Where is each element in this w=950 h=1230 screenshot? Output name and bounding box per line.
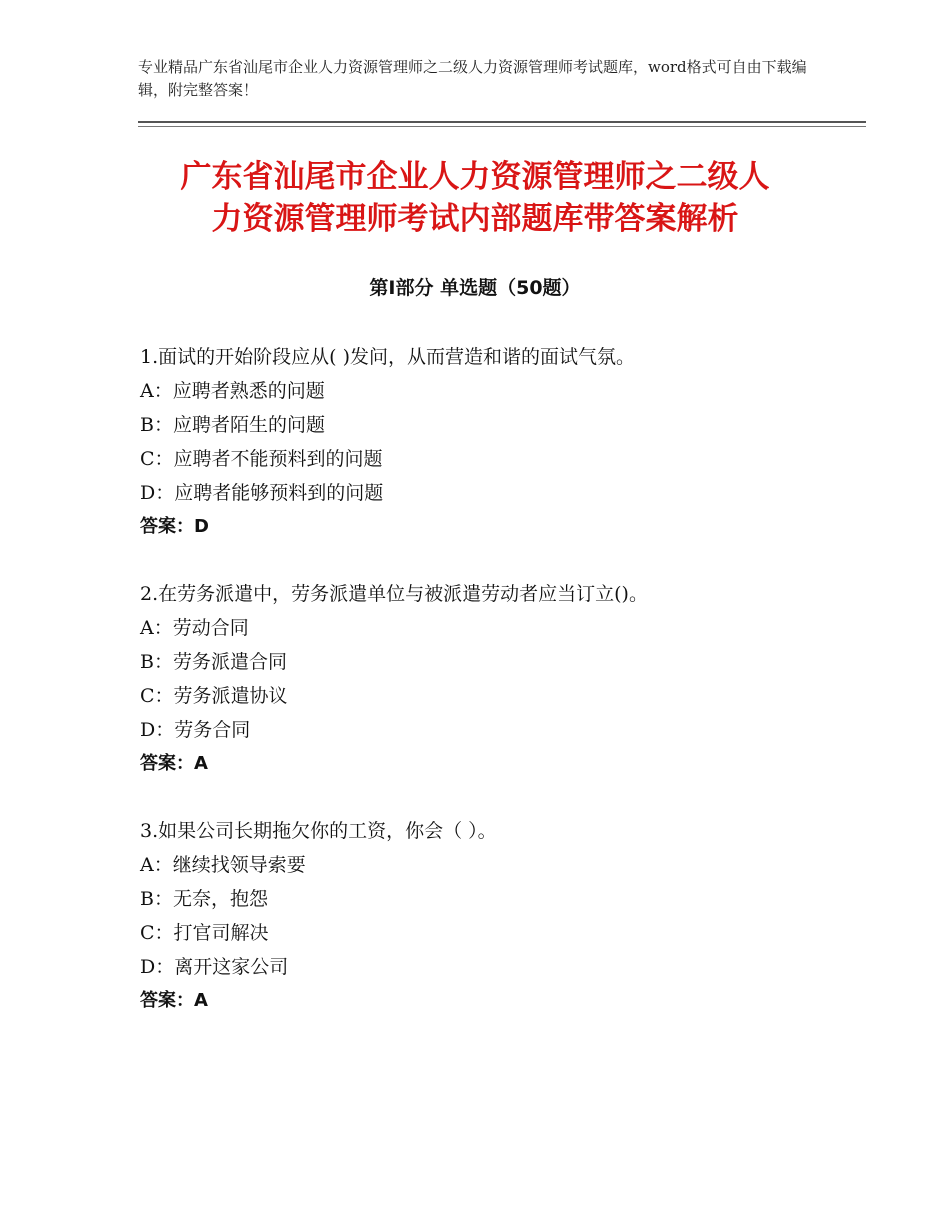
option-b: B：劳务派遣合同 bbox=[140, 651, 287, 673]
option-c: C：应聘者不能预料到的问题 bbox=[140, 448, 383, 470]
option-b: B：应聘者陌生的问题 bbox=[140, 414, 325, 436]
answer-line: 答案：A bbox=[140, 753, 208, 774]
option-a: A：劳动合同 bbox=[140, 617, 249, 639]
document-title bbox=[100, 156, 850, 240]
answer-line: 答案：A bbox=[140, 990, 208, 1011]
answer-line: 答案：D bbox=[140, 516, 209, 537]
option-d: D：劳务合同 bbox=[140, 719, 251, 741]
option-c: C：劳务派遣协议 bbox=[140, 685, 288, 707]
header-note: 专业精品广东省汕尾市企业人力资源管理师之二级人力资源管理师考试题库，word格式可自由下载编辑，附完整答案！ bbox=[138, 58, 807, 99]
option-a: A：应聘者熟悉的问题 bbox=[140, 380, 325, 402]
option-a: A：继续找领导索要 bbox=[140, 854, 306, 876]
option-b: B：无奈，抱怨 bbox=[140, 888, 268, 910]
header-divider-thin bbox=[138, 126, 866, 127]
question-list bbox=[140, 340, 860, 1051]
document-title-line-2: 力资源管理师考试内部题库带答案解析 bbox=[211, 201, 739, 237]
question-stem: 2.在劳务派遣中，劳务派遣单位与被派遣劳动者应当订立()。 bbox=[140, 583, 648, 605]
option-d: D：应聘者能够预料到的问题 bbox=[140, 482, 384, 504]
header-divider-thick bbox=[138, 121, 866, 123]
question-3 bbox=[140, 814, 860, 1018]
section-heading: 第Ⅰ部分 单选题（50题） bbox=[369, 277, 581, 299]
question-stem: 3.如果公司长期拖欠你的工资，你会（ ）。 bbox=[140, 820, 497, 842]
question-stem: 1.面试的开始阶段应从( )发问，从而营造和谐的面试气氛。 bbox=[140, 346, 635, 368]
option-d: D：离开这家公司 bbox=[140, 956, 289, 978]
option-c: C：打官司解决 bbox=[140, 922, 269, 944]
question-2 bbox=[140, 577, 860, 781]
question-1 bbox=[140, 340, 860, 544]
document-title-line-1: 广东省汕尾市企业人力资源管理师之二级人 bbox=[180, 159, 770, 195]
